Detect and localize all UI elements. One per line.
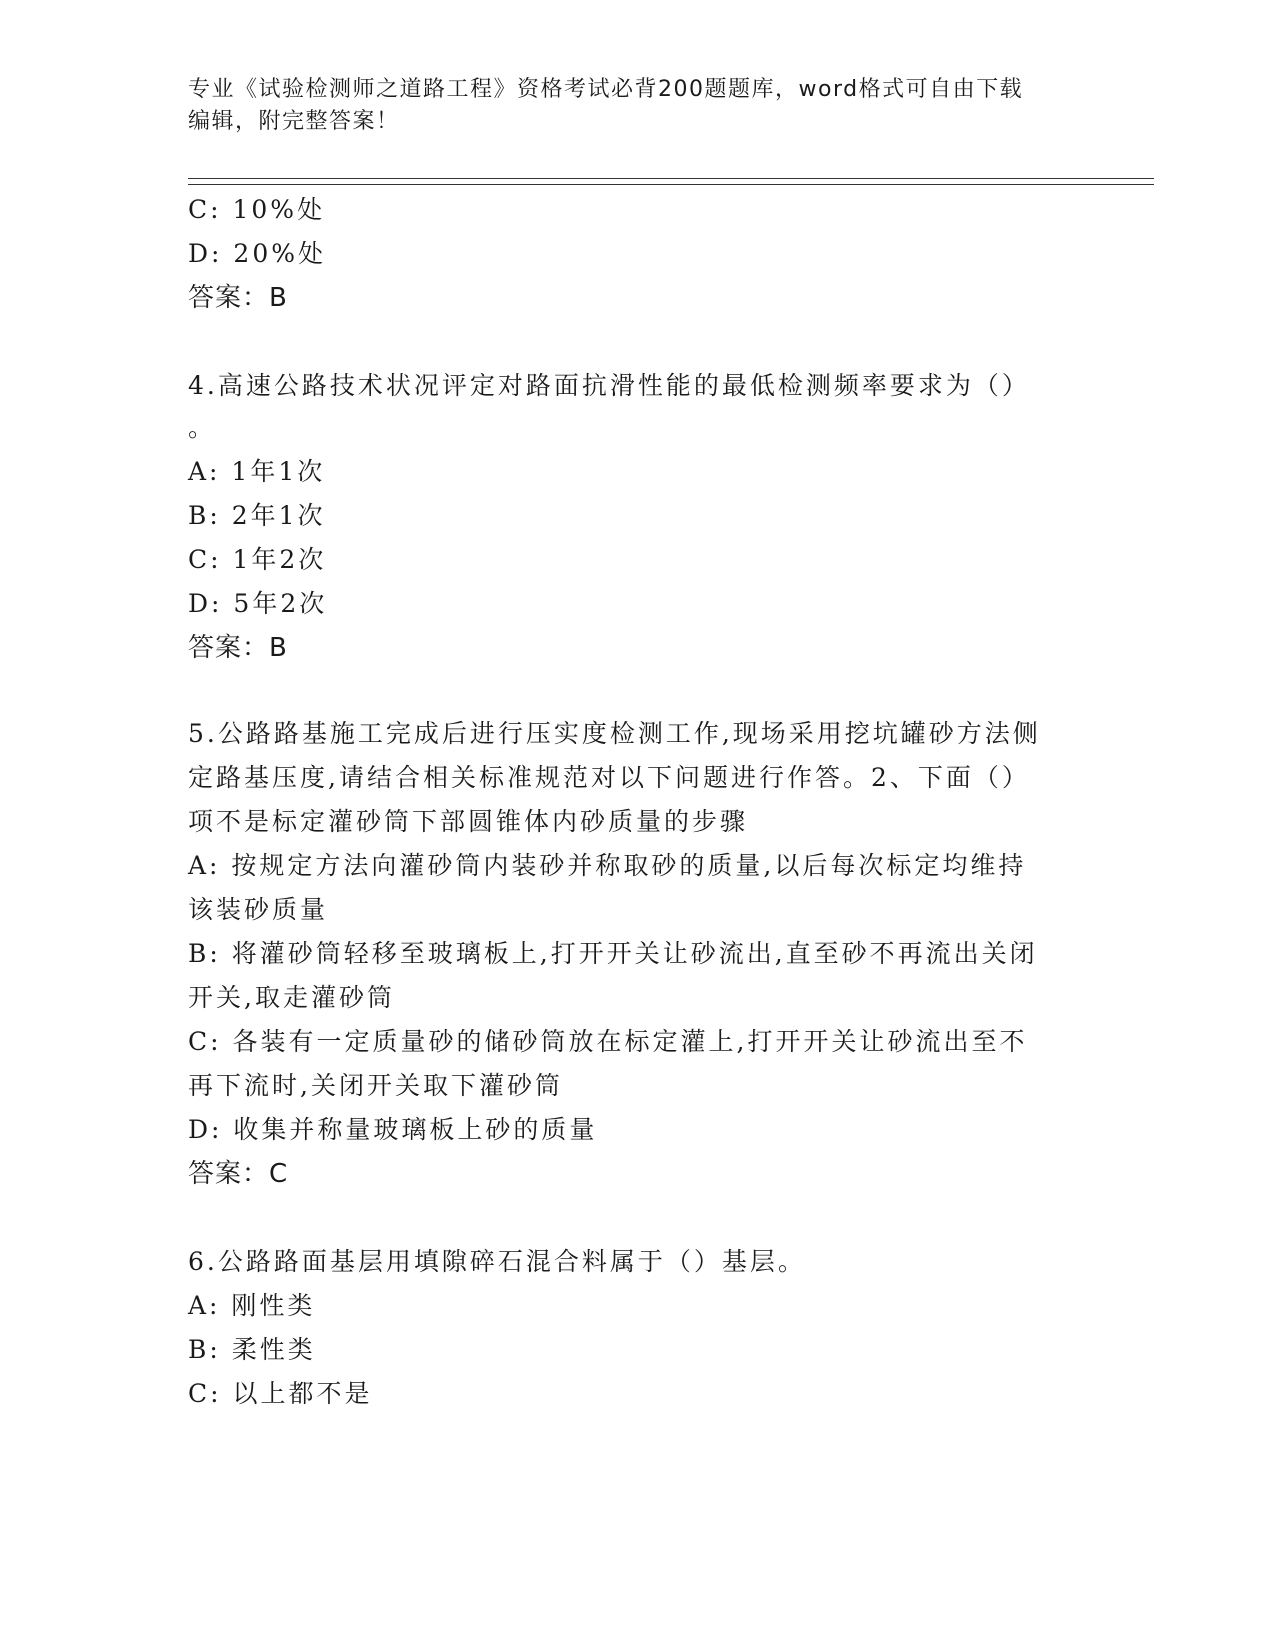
q4-option-d: D: 5年2次 [188,589,328,618]
q4-stem-line-1: 4.高速公路技术状况评定对路面抗滑性能的最低检测频率要求为（） [188,371,1030,400]
header-divider-bottom [188,184,1154,185]
q5-option-c-line-2: 再下流时,关闭开关取下灌砂筒 [188,1071,563,1100]
q5-option-a-line-2: 该装砂质量 [188,895,329,924]
q5-answer: 答案：C [188,1159,289,1189]
q4-answer: 答案：B [188,633,288,663]
q6-option-a: A: 刚性类 [188,1291,316,1320]
q4-option-b: B: 2年1次 [188,501,326,530]
q5-stem-line-1: 5.公路路基施工完成后进行压实度检测工作,现场采用挖坑罐砂方法侧 [188,719,1041,748]
q5-stem-line-2: 定路基压度,请结合相关标准规范对以下问题进行作答。2、下面（） [188,763,1030,792]
header-title-line-1: 专业《试验检测师之道路工程》资格考试必背200题题库，word格式可自由下载 [188,77,1024,102]
header-divider-top [188,178,1154,179]
q6-option-b: B: 柔性类 [188,1335,316,1364]
q4-option-a: A: 1年1次 [188,457,326,486]
q5-option-b-line-2: 开关,取走灌砂筒 [188,983,395,1012]
q3-option-d: D: 20%处 [188,239,326,268]
q5-option-d: D: 收集并称量玻璃板上砂的质量 [188,1115,598,1144]
q5-option-c-line-1: C: 各装有一定质量砂的储砂筒放在标定灌上,打开开关让砂流出至不 [188,1027,1028,1056]
q6-stem: 6.公路路面基层用填隙碎石混合料属于（）基层。 [188,1247,806,1276]
q5-option-b-line-1: B: 将灌砂筒轻移至玻璃板上,打开开关让砂流出,直至砂不再流出关闭 [188,939,1038,968]
header-title-line-2: 编辑，附完整答案！ [188,109,400,134]
q4-stem-line-2: 。 [188,413,217,442]
q3-answer: 答案：B [188,283,288,313]
q3-option-c: C: 10%处 [188,195,326,224]
q4-option-c: C: 1年2次 [188,545,327,574]
q5-stem-line-3: 项不是标定灌砂筒下部圆锥体内砂质量的步骤 [188,807,749,836]
document-header [188,74,1068,138]
q6-option-c: C: 以上都不是 [188,1379,373,1408]
q5-option-a-line-1: A: 按规定方法向灌砂筒内装砂并称取砂的质量,以后每次标定均维持 [188,851,1027,880]
